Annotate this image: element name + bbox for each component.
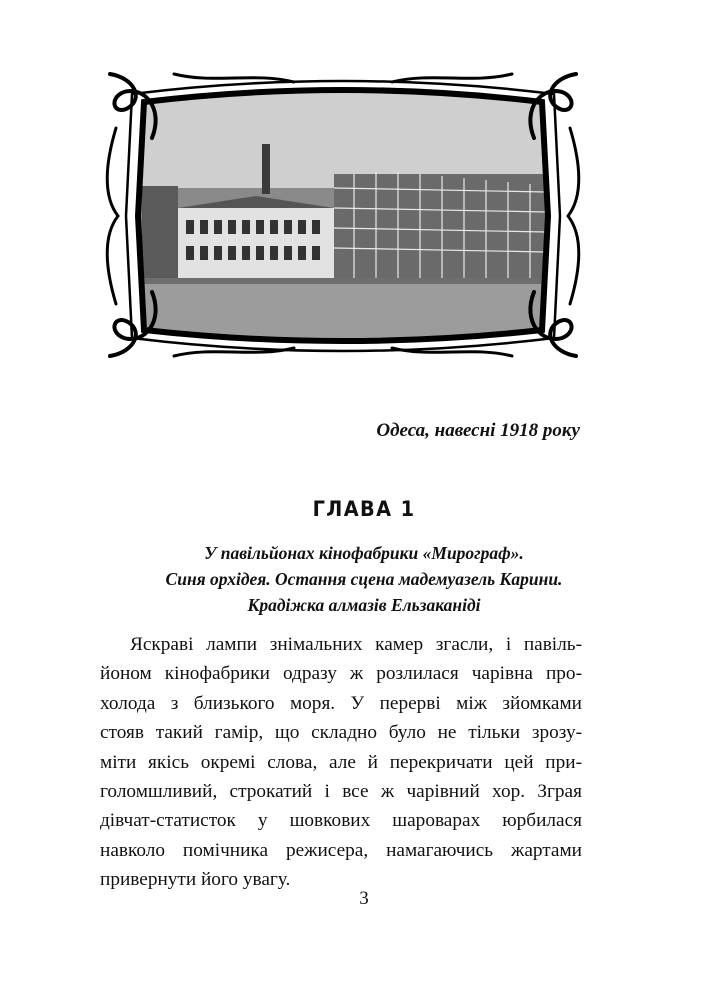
- factory-photo: [104, 68, 582, 362]
- body-line: голомшливий, строкатий і все ж чарівний хор. Зграя: [100, 781, 582, 803]
- body-line: навколо помічника режисера, намагаючись жартами: [100, 839, 582, 861]
- subtitle-line: Крадіжка алмазів Ельзаканіді: [247, 595, 481, 615]
- body-line: Яскраві лампи знімальних камер згасли, і павіль-: [130, 634, 582, 655]
- body-line: дівчат-статисток у шовкових шароварах юрбилася: [100, 810, 582, 832]
- place-date-caption: Одеса, навесні 1918 року: [376, 420, 580, 441]
- subtitle-line: Синя орхідея. Остання сцена мадемуазель Карини.: [165, 569, 563, 589]
- chapter-subtitle: [110, 540, 618, 618]
- body-line: йоном кінофабрики одразу ж розлилася чарівна про-: [100, 663, 582, 685]
- body-line: стояв такий гамір, що складно було не тільки зрозу-: [100, 722, 582, 744]
- body-line: холода з близького моря. У перерві між зйомками: [100, 692, 582, 714]
- body-line: міти якісь окремі слова, але й перекричати цей при-: [100, 751, 582, 773]
- body-paragraph: [100, 630, 582, 895]
- chapter-title: ГЛАВА 1: [312, 497, 416, 521]
- ornamental-photo-frame: [104, 68, 582, 362]
- page-number: 3: [359, 888, 369, 909]
- body-line: привернути його увагу.: [100, 869, 291, 891]
- subtitle-line: У павільйонах кінофабрики «Мирограф».: [204, 543, 524, 563]
